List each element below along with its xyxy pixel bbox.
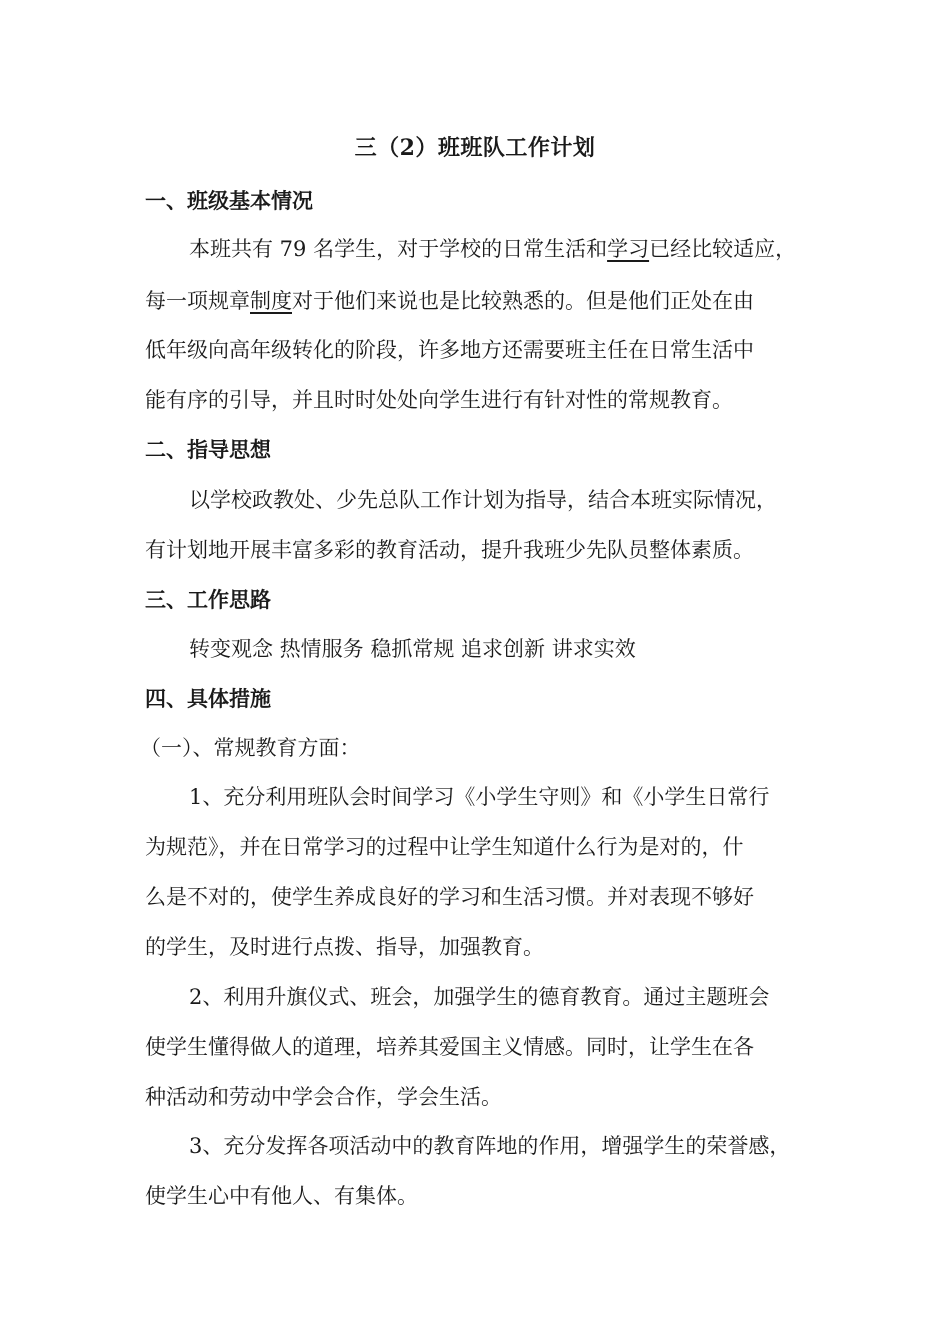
paragraph-line xyxy=(189,233,796,265)
paragraph-line: 2、利用升旗仪式、班会，加强学生的德育教育。通过主题班会 xyxy=(189,985,770,1009)
paragraph-line: 1、充分利用班队会时间学习《小学生守则》和《小学生日常行 xyxy=(189,785,770,809)
section-heading-guiding-idea: 二、指导思想 xyxy=(145,437,271,462)
paragraph-line: 种活动和劳动中学会合作，学会生活。 xyxy=(145,1085,502,1109)
paragraph-line: 以学校政教处、少先总队工作计划为指导，结合本班实际情况， xyxy=(189,488,777,512)
text-span: 已经比较适应， xyxy=(649,237,797,261)
paragraph-line: 3、充分发挥各项活动中的教育阵地的作用，增强学生的荣誉感， xyxy=(189,1134,791,1158)
paragraph-line: 使学生懂得做人的道理，培养其爱国主义情感。同时，让学生在各 xyxy=(145,1035,754,1059)
underlined-term-study: 学习 xyxy=(607,237,650,261)
paragraph-line xyxy=(145,285,754,317)
paragraph-line: 为规范》，并在日常学习的过程中让学生知道什么行为是对的，什 xyxy=(145,835,744,859)
paragraph-line: 转变观念 热情服务 稳抓常规 追求创新 讲求实效 xyxy=(189,637,636,661)
text-span: 对于他们来说也是比较熟悉的。但是他们正处在由 xyxy=(292,289,754,313)
document-title: 三（2）班班队工作计划 xyxy=(354,135,596,161)
paragraph-line: 使学生心中有他人、有集体。 xyxy=(145,1184,418,1208)
paragraph-line: 的学生，及时进行点拨、指导，加强教育。 xyxy=(145,935,544,959)
paragraph-line: 能有序的引导，并且时时处处向学生进行有针对性的常规教育。 xyxy=(145,388,733,412)
text-span: 本班共有 79 名学生，对于学校的日常生活和 xyxy=(189,237,608,261)
subsection-heading: （一）、常规教育方面： xyxy=(140,736,361,760)
paragraph-line: 有计划地开展丰富多彩的教育活动，提升我班少先队员整体素质。 xyxy=(145,538,754,562)
section-heading-measures: 四、具体措施 xyxy=(145,686,271,711)
text-span: 每一项规章 xyxy=(145,289,250,313)
paragraph-line: 么是不对的，使学生养成良好的学习和生活习惯。并对表现不够好 xyxy=(145,885,754,909)
section-heading-work-approach: 三、工作思路 xyxy=(145,587,271,612)
paragraph-line: 低年级向高年级转化的阶段，许多地方还需要班主任在日常生活中 xyxy=(145,338,754,362)
section-heading-class-info: 一、班级基本情况 xyxy=(145,188,313,213)
underlined-term-rules: 制度 xyxy=(250,289,292,313)
